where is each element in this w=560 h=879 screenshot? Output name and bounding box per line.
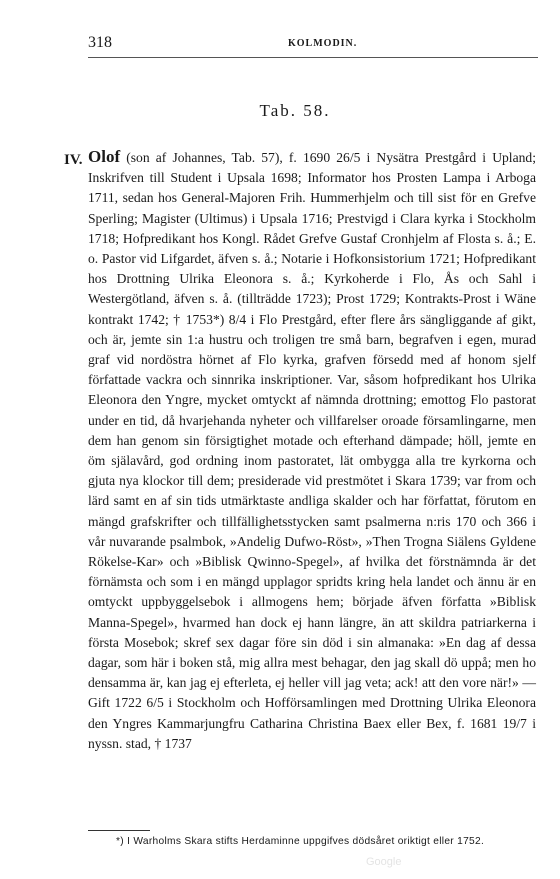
footnote: *) I Warholms Skara stifts Herdaminne uppgifves dödsåret oriktigt eller 1752. [116, 836, 485, 847]
page-number: 318 [88, 34, 112, 51]
digitizer-watermark: Google [366, 856, 402, 868]
table-heading: Tab. 58. [259, 101, 331, 120]
person-name: Olof [88, 147, 121, 166]
generation-numeral: IV. [64, 152, 83, 168]
header-rule [88, 57, 538, 58]
footnote-rule [88, 830, 150, 831]
running-title: KOLMODIN. [288, 38, 358, 49]
running-head [88, 34, 540, 54]
entry-paragraph [88, 147, 536, 754]
biography-entry [88, 147, 536, 754]
entry-text: (son af Johannes, Tab. 57), f. 1690 26/5 i Nysätra Prestgård i Upland; Inskrifven till Student i Upsala 1698; Informator hos Prosten Lampa i Arboga 1711, sedan hos General-Majoren Frih. Hummerhjelm och till sist för en Grefve Sperling; Magister (Ultimus) i Upsala 1716; Prestvigd i Clara kyrka i Stockholm 1718; Hofpredikant hos Kongl. Rådet Grefve Gustaf Cronhjelm af Flosta s. å.; E. o. Pastor vid Lifgardet, äfven s. å.; Notarie i Hofkonsistorium 1721; Hofpredikant hos Drottning Ulrika Eleonora s. å.; Kyrkoherde i Flo, Ås och Sahl i Westergötland, äfven s. å. (tillträdde 1723); Prost 1729; Kontrakts-Prost i Wäne kontrakt 1742; † 1753*) 8/4 i Flo Prestgård, efter flere års sängliggande af gikt, och är, jemte sin 1:a hustru och troligen tre små barn, begrafven i egen, murad graf vid nordöstra hörnet af Flo kyrka, grafven försedd med af honom sjelf författade vackra och sinnrika inskriptioner. Var, såsom hofpredikant hos Ulrika Eleonora den Yngre, mycket omtyckt af nämnda drottning; emottog Flo pastorat under en tid, då hvarjehanda nyheter och villfarelser oroade församlingarne, men dem han genom sin försigtighet motade och efterhand dämpade; höll, jemte en öm själavård, god ordning inom pastoratet, lät ombygga alla tre kyrkorna och gjuta nya klockor till dem; presiderade vid prestmötet i Skara 1739; var from och lärd samt en af sin tids utmärktaste andliga skalder och har författat, förutom en mängd grafskrifter och tillfällighetsstycken samt psalmerna n:ris 170 och 366 i vår nuvarande psalmbok, »Andelig Dufwo-Röst», »Then Trogna Siälens Gyldene Rökelse-Kar» och »Biblisk Qwinno-Spegel», af hvilka det förstnämnda är det förnämsta och som i en mängd upplagor spridts kring hela landet och ännu är en omtyckt uppbyggelsebok i allmogens hem; började äfven författa »Biblisk Manna-Spegel», hvarmed han dock ej hann längre, än att skildra patriarkerna i första Mosebok; skref sex dagar före sin död i sin almanaka: »En dag af dessa dagar, som här i boken stå, mig allra mest behagar, den jag skall dö uppå; men ho densamma är, kan jag ej efterleta, ej heller vill jag veta; ack! att den vore när!» — Gift 1722 6/5 i Stockholm och Hofförsamlingen med Drottning Ulrika Eleonora den Yngres Kammarjungfru Catharina Christina Baex eller Bex, f. 1681 19/7 i nyssn. stad, † 1737 [88, 150, 536, 751]
